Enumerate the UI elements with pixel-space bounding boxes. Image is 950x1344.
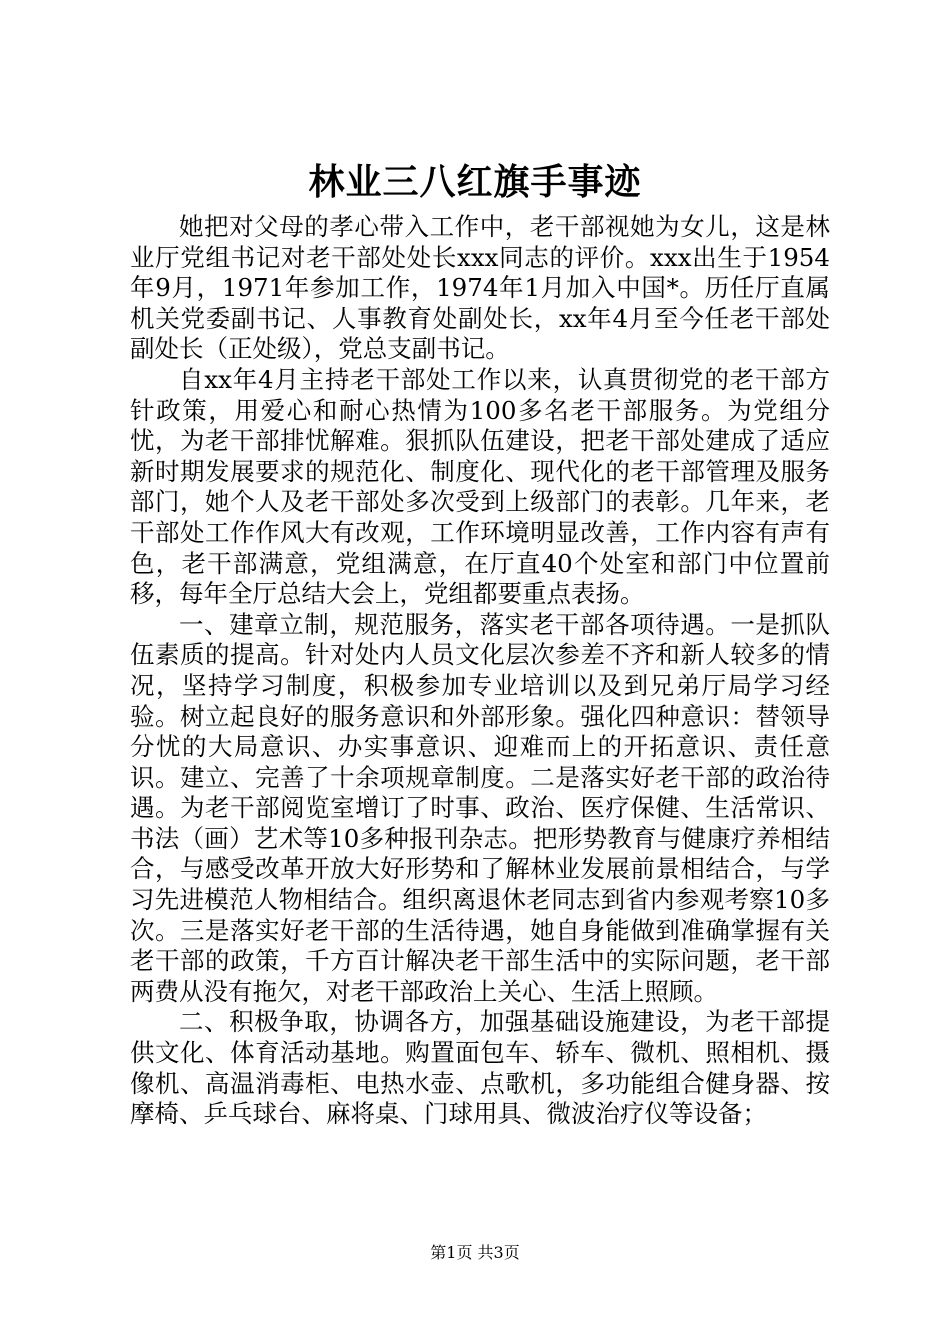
document-body: [130, 212, 830, 1130]
paragraph-2: 自xx年4月主持老干部处工作以来，认真贯彻党的老干部方针政策，用爱心和耐心热情为100多名老干部服务。为党组分忧，为老干部排忧解难。狠抓队伍建设，把老干部处建成了适应新时期发展要求的规范化、制度化、现代化的老干部管理及服务部门，她个人及老干部处多次受到上级部门的表彰。几年来，老干部处工作作风大有改观，工作环境明显改善，工作内容有声有色，老干部满意，党组满意，在厅直40个处室和部门中位置前移，每年全厅总结大会上，党组都要重点表扬。: [130, 364, 830, 609]
paragraph-4: 二、积极争取，协调各方，加强基础设施建设，为老干部提供文化、体育活动基地。购置面包车、轿车、微机、照相机、摄像机、高温消毒柜、电热水壶、点歌机，多功能组合健身器、按摩椅、乒乓球台、麻将桌、门球用具、微波治疗仪等设备；: [130, 1007, 830, 1129]
document-title: 林业三八红旗手事迹: [308, 161, 642, 203]
paragraph-1: 她把对父母的孝心带入工作中，老干部视她为女儿，这是林业厅党组书记对老干部处处长xxx同志的评价。xxx出生于1954年9月，1971年参加工作，1974年1月加入中国*。历任厅直属机关党委副书记、人事教育处副处长，xx年4月至今任老干部处副处长（正处级），党总支副书记。: [130, 212, 830, 364]
page-number-footer: 第1页 共3页: [430, 1243, 520, 1262]
paragraph-3: 一、建章立制，规范服务，落实老干部各项待遇。一是抓队伍素质的提高。针对处内人员文化层次参差不齐和新人较多的情况，坚持学习制度，积极参加专业培训以及到兄弟厅局学习经验。树立起良好的服务意识和外部形象。强化四种意识：替领导分忧的大局意识、办实事意识、迎难而上的开拓意识、责任意识。建立、完善了十余项规章制度。二是落实好老干部的政治待遇。为老干部阅览室增订了时事、政治、医疗保健、生活常识、书法（画）艺术等10多种报刊杂志。把形势教育与健康疗养相结合，与感受改革开放大好形势和了解林业发展前景相结合，与学习先进模范人物相结合。组织离退休老同志到省内参观考察10多次。三是落实好老干部的生活待遇，她自身能做到准确掌握有关老干部的政策，千方百计解决老干部生活中的实际问题，老干部两费从没有拖欠，对老干部政治上关心、生活上照顾。: [130, 609, 830, 1006]
